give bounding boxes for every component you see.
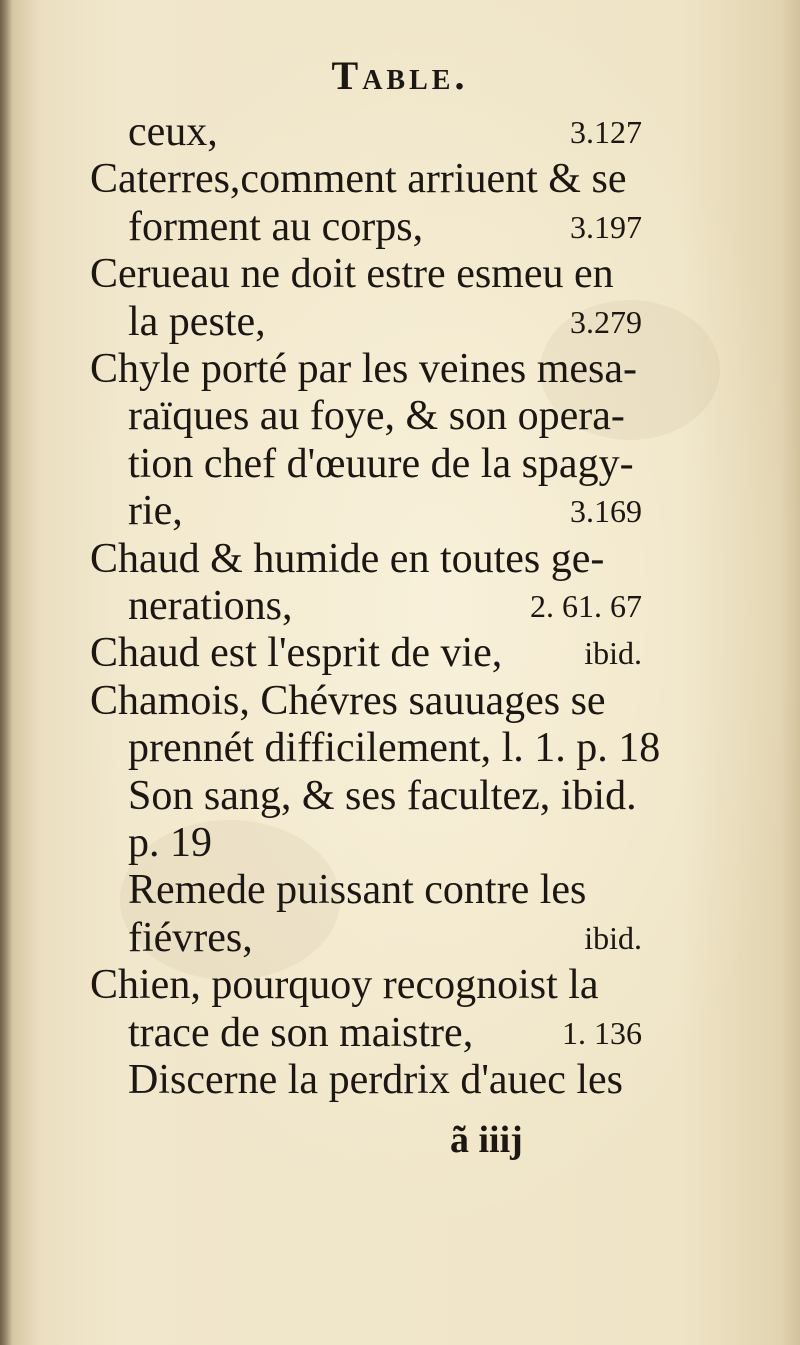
catchword: ã iiij bbox=[450, 1119, 523, 1161]
entry-text: Chaud & humide en toutes ge- bbox=[90, 535, 605, 582]
entry-text: rie, bbox=[128, 488, 183, 535]
index-entry-line bbox=[0, 1052, 642, 1108]
entry-text: nerations, bbox=[128, 583, 293, 629]
entry-text: tion chef d'œuure de la spagy- bbox=[128, 440, 634, 487]
entry-reference: ibid. bbox=[584, 635, 642, 672]
entry-text: Chyle porté par les veines mesa- bbox=[90, 346, 637, 392]
entry-text: la peste, bbox=[128, 298, 266, 345]
entry-text: trace de son maistre, bbox=[128, 1009, 474, 1056]
entry-text: raïques au foye, & son opera- bbox=[128, 393, 625, 440]
entry-reference: 3.127 bbox=[570, 114, 642, 150]
entry-text: Caterres,comment arriuent & se bbox=[90, 156, 627, 203]
entry-text: Chamois, Chévres sauuages se bbox=[90, 677, 606, 724]
entry-reference: 3.197 bbox=[570, 208, 642, 245]
running-head: Table. bbox=[331, 53, 469, 98]
entry-text: Cerueau ne doit estre esmeu en bbox=[90, 251, 614, 298]
entry-reference: 2. 61. 67 bbox=[530, 588, 642, 624]
entry-reference: 3.169 bbox=[570, 493, 642, 530]
entry-reference: ibid. bbox=[584, 919, 642, 956]
entry-text: ceux, bbox=[128, 109, 218, 155]
entry-text: Son sang, & ses facultez, ibid. bbox=[128, 772, 637, 819]
entry-text: Chien, pourquoy recognoist la bbox=[90, 962, 599, 1009]
entry-text: Discerne la perdrix d'auec les bbox=[128, 1057, 623, 1103]
entry-reference: 3.279 bbox=[570, 303, 642, 340]
entry-reference: 1. 136 bbox=[562, 1014, 642, 1051]
entry-text: fiévres, bbox=[128, 914, 253, 961]
entry-text: Remede puissant contre les bbox=[128, 867, 587, 914]
entry-text: prennét difficilement, l. 1. p. 18 bbox=[128, 725, 661, 772]
entry-text: forment au corps, bbox=[128, 203, 424, 250]
entry-text: Chaud est l'esprit de vie, bbox=[90, 630, 503, 677]
entry-text: p. 19 bbox=[128, 820, 212, 866]
